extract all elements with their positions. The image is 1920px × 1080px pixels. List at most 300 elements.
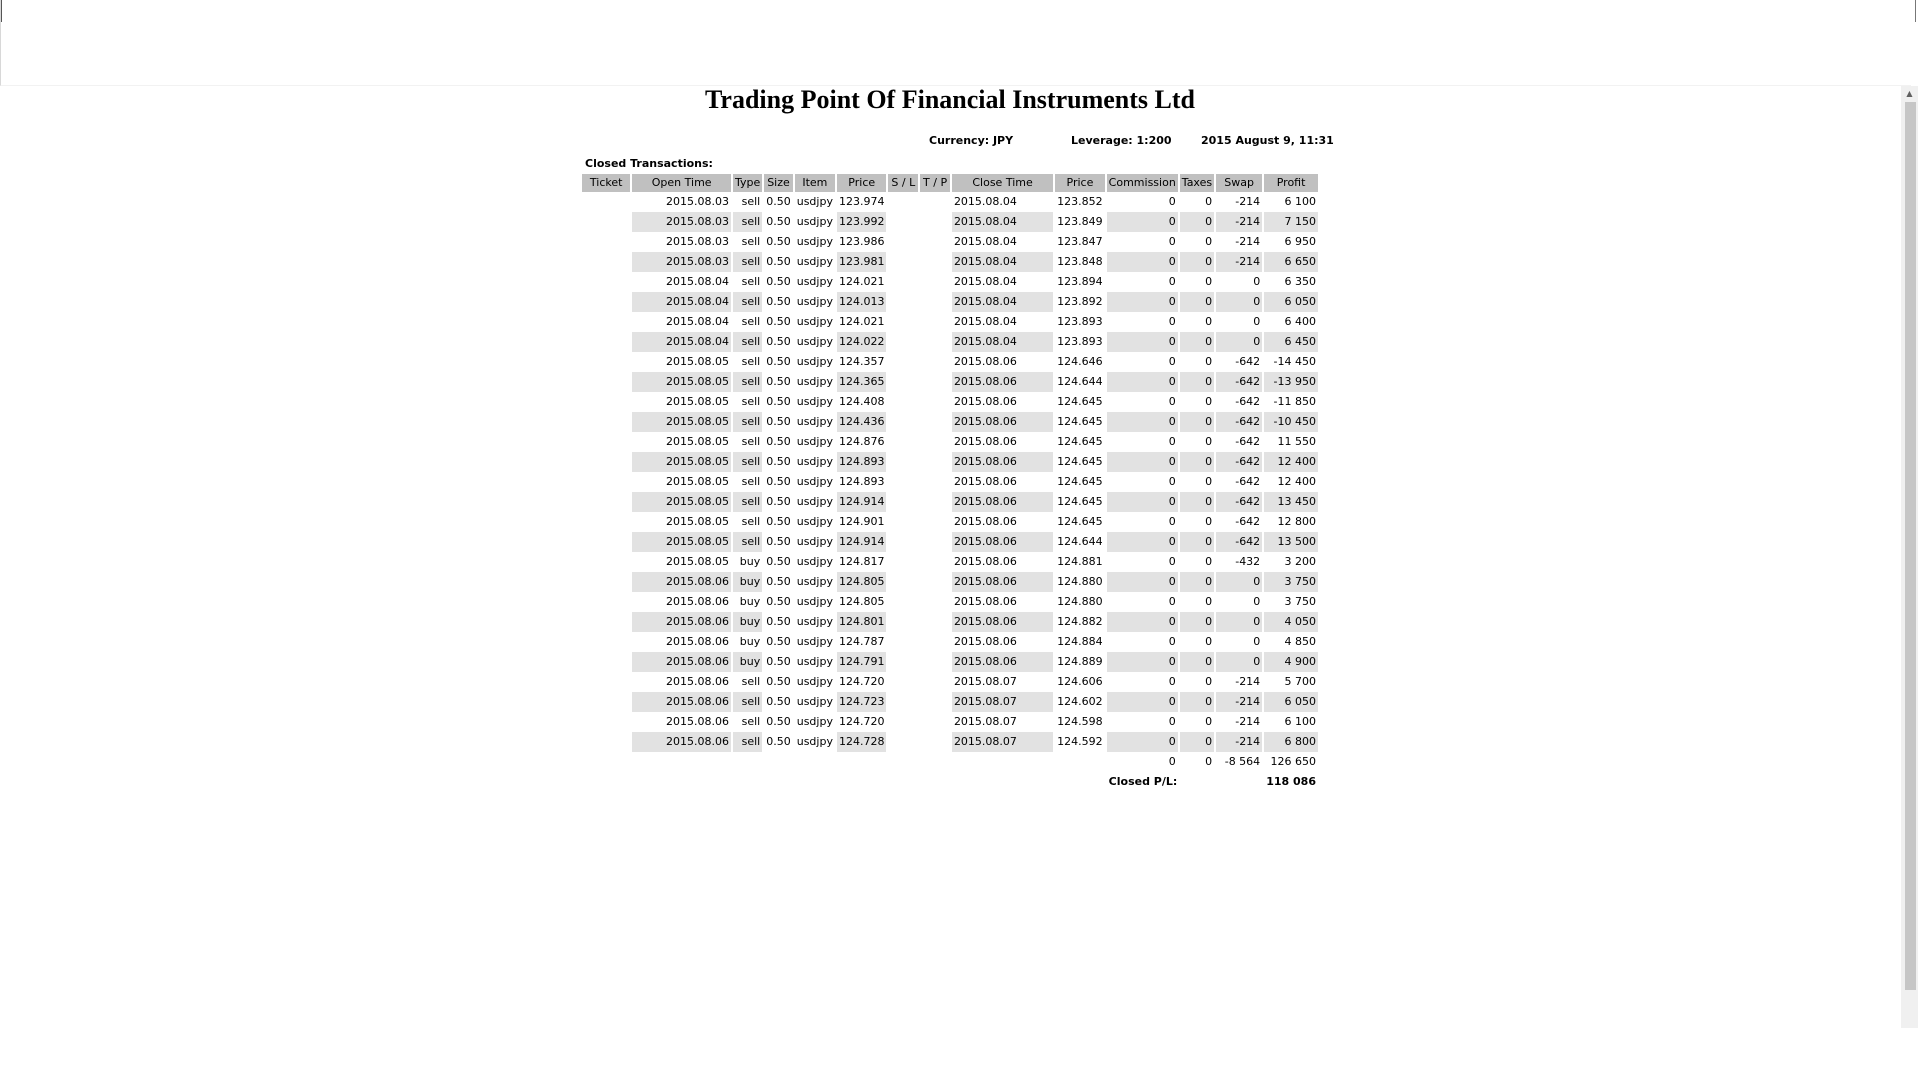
cell-tp: [920, 592, 950, 612]
cell-taxes: 0: [1205, 475, 1213, 488]
cell-item: usdjpy: [796, 715, 833, 728]
cell-sl: [888, 572, 918, 592]
cell-open-time: 2015.08.05: [632, 412, 731, 432]
cell-item: usdjpy: [796, 375, 833, 388]
table-row: [582, 372, 1318, 392]
table-row: [582, 192, 1318, 212]
cell-price: 124.893: [838, 475, 885, 488]
cell-commission: 0: [1107, 492, 1178, 512]
cell-taxes: 0: [1180, 612, 1214, 632]
table-row: [582, 432, 1318, 452]
cell-profit: 6 050: [1264, 292, 1318, 312]
totals-spacer: [582, 752, 1105, 772]
cell-item: usdjpy: [796, 355, 833, 368]
cell-type: sell: [741, 355, 761, 368]
cell-close-time: 2015.08.04: [952, 252, 1053, 272]
cell-commission: 0: [1168, 475, 1176, 488]
cell-taxes: 0: [1205, 355, 1213, 368]
cell-commission: 0: [1107, 292, 1178, 312]
cell-type: sell: [733, 372, 762, 392]
cell-commission: 0: [1107, 612, 1178, 632]
cell-close-time: 2015.08.07: [952, 692, 1053, 712]
cell-item: usdjpy: [796, 455, 833, 468]
frame-edge: [1, 0, 2, 22]
cell-ticket: [582, 652, 630, 672]
cell-taxes: 0: [1180, 252, 1214, 272]
cell-price: 124.805: [837, 572, 887, 592]
cell-commission: 0: [1107, 212, 1178, 232]
pl-gap: [1216, 772, 1262, 792]
col-sl: S / L: [888, 174, 918, 192]
cell-profit: -14 450: [1273, 355, 1316, 368]
cell-type: sell: [741, 675, 761, 688]
cell-swap: 0: [1216, 612, 1262, 632]
cell-taxes: 0: [1180, 212, 1214, 232]
cell-profit: -10 450: [1264, 412, 1318, 432]
cell-profit: -13 950: [1264, 372, 1318, 392]
cell-swap: -214: [1235, 675, 1261, 688]
cell-tp: [920, 732, 950, 752]
cell-commission: 0: [1168, 395, 1176, 408]
cell-swap: 0: [1253, 635, 1261, 648]
cell-close-price: 124.598: [1057, 715, 1103, 728]
cell-price: 124.720: [838, 715, 885, 728]
cell-close-price: 124.644: [1057, 535, 1103, 548]
currency-label: Currency: JPY: [929, 134, 1014, 147]
cell-size: 0.50: [766, 375, 791, 388]
cell-price: 124.801: [837, 612, 887, 632]
cell-item: usdjpy: [796, 675, 833, 688]
cell-close-price: 123.847: [1057, 235, 1103, 248]
cell-tp: [920, 232, 950, 252]
cell-item: usdjpy: [796, 635, 833, 648]
cell-size: 0.50: [766, 695, 791, 708]
cell-taxes: 0: [1205, 555, 1213, 568]
cell-tp: [920, 612, 950, 632]
cell-tp: [920, 412, 950, 432]
cell-commission: 0: [1107, 332, 1178, 352]
cell-open-time: 2015.08.06: [665, 595, 729, 608]
cell-profit: 6 950: [1284, 235, 1316, 248]
cell-sl: [888, 532, 918, 552]
cell-sl: [888, 432, 918, 452]
cell-close-time: 2015.08.06: [953, 475, 1017, 488]
table-header-row: [582, 174, 1318, 192]
cell-swap: -642: [1235, 515, 1261, 528]
cell-item: usdjpy: [796, 335, 833, 348]
cell-sl: [888, 512, 918, 532]
cell-swap: -214: [1216, 692, 1262, 712]
cell-item: usdjpy: [796, 435, 833, 448]
cell-commission: 0: [1168, 355, 1176, 368]
section-title: Closed Transactions:: [585, 157, 713, 170]
cell-price: 124.817: [838, 555, 885, 568]
cell-ticket: [582, 232, 630, 252]
cell-close-price: 124.645: [1057, 395, 1103, 408]
cell-close-price: 123.893: [1057, 335, 1103, 348]
table-row: [582, 212, 1318, 232]
cell-open-time: 2015.08.04: [665, 315, 729, 328]
cell-profit: 4 850: [1284, 635, 1316, 648]
browser-top-frame: [0, 0, 1911, 86]
cell-sl: [888, 612, 918, 632]
cell-price: 123.992: [837, 212, 887, 232]
cell-close-price: 124.645: [1057, 515, 1103, 528]
cell-type: sell: [741, 275, 761, 288]
cell-type: sell: [733, 332, 762, 352]
cell-ticket: [582, 292, 630, 312]
cell-ticket: [582, 432, 630, 452]
cell-tp: [920, 312, 950, 332]
cell-price: 124.901: [838, 515, 885, 528]
cell-price: 123.986: [838, 235, 885, 248]
cell-type: sell: [733, 532, 762, 552]
table-row: [582, 552, 1318, 572]
statement-report: [580, 78, 1334, 792]
cell-ticket: [582, 212, 630, 232]
cell-tp: [920, 272, 950, 292]
cell-sl: [888, 672, 918, 692]
cell-taxes: 0: [1205, 435, 1213, 448]
cell-swap: -642: [1216, 372, 1262, 392]
report-meta: [580, 134, 1334, 154]
cell-price: 123.981: [837, 252, 887, 272]
table-row: [582, 532, 1318, 552]
cell-type: sell: [741, 195, 761, 208]
col-price: Price: [837, 174, 887, 192]
cell-profit: 12 400: [1277, 475, 1316, 488]
cell-tp: [920, 532, 950, 552]
cell-close-time: 2015.08.06: [952, 532, 1053, 552]
closed-pl-label: Closed P/L:: [1108, 775, 1178, 788]
cell-close-time: 2015.08.06: [952, 652, 1053, 672]
leverage-label: Leverage: 1:200: [1071, 134, 1172, 147]
cell-sl: [888, 732, 918, 752]
cell-price: 124.805: [838, 595, 885, 608]
cell-open-time: 2015.08.03: [632, 252, 731, 272]
cell-close-time: 2015.08.06: [953, 515, 1017, 528]
cell-open-time: 2015.08.05: [632, 492, 731, 512]
cell-ticket: [582, 732, 630, 752]
cell-size: 0.50: [766, 395, 791, 408]
cell-sl: [888, 392, 918, 412]
cell-open-time: 2015.08.06: [665, 635, 729, 648]
scrollbar-thumb[interactable]: [1905, 102, 1916, 990]
cell-swap: -642: [1216, 452, 1262, 472]
cell-type: buy: [733, 652, 762, 672]
cell-profit: 7 150: [1264, 212, 1318, 232]
cell-swap: -214: [1216, 252, 1262, 272]
cell-swap: -214: [1235, 195, 1261, 208]
table-row: [582, 252, 1318, 272]
cell-profit: 6 400: [1284, 315, 1316, 328]
total-taxes: 0: [1205, 755, 1213, 768]
cell-tp: [920, 292, 950, 312]
cell-size: 0.50: [766, 315, 791, 328]
cell-profit: 3 750: [1264, 572, 1318, 592]
cell-close-price: 123.892: [1057, 295, 1103, 308]
cell-type: sell: [733, 452, 762, 472]
cell-close-time: 2015.08.04: [952, 212, 1053, 232]
cell-open-time: 2015.08.05: [665, 355, 729, 368]
table-body: [582, 192, 1318, 752]
cell-close-time: 2015.08.07: [952, 732, 1053, 752]
table-row: [582, 292, 1318, 312]
cell-open-time: 2015.08.05: [632, 372, 731, 392]
cell-ticket: [582, 592, 630, 612]
cell-ticket: [582, 312, 630, 332]
cell-close-price: 124.884: [1057, 635, 1103, 648]
cell-type: sell: [733, 492, 762, 512]
cell-size: 0.50: [766, 575, 791, 588]
cell-type: buy: [739, 595, 761, 608]
cell-type: buy: [733, 572, 762, 592]
cell-sl: [888, 632, 918, 652]
cell-tp: [920, 472, 950, 492]
cell-profit: 12 800: [1277, 515, 1316, 528]
col-size: Size: [764, 174, 793, 192]
total-swap: -8 564: [1224, 755, 1261, 768]
cell-tp: [920, 552, 950, 572]
cell-open-time: 2015.08.03: [665, 235, 729, 248]
cell-price: 124.021: [838, 315, 885, 328]
cell-tp: [920, 332, 950, 352]
cell-swap: -214: [1235, 235, 1261, 248]
cell-item: usdjpy: [796, 555, 833, 568]
cell-sl: [888, 472, 918, 492]
cell-size: 0.50: [766, 675, 791, 688]
cell-open-time: 2015.08.06: [632, 612, 731, 632]
cell-type: sell: [741, 235, 761, 248]
cell-taxes: 0: [1180, 292, 1214, 312]
cell-sl: [888, 292, 918, 312]
cell-sl: [888, 192, 918, 212]
cell-profit: 11 550: [1277, 435, 1316, 448]
cell-sl: [888, 592, 918, 612]
cell-open-time: 2015.08.06: [632, 732, 731, 752]
cell-profit: 5 700: [1284, 675, 1316, 688]
cell-size: 0.50: [766, 235, 791, 248]
cell-close-time: 2015.08.06: [952, 452, 1053, 472]
cell-close-time: 2015.08.06: [953, 355, 1017, 368]
cell-close-time: 2015.08.06: [952, 372, 1053, 392]
cell-close-time: 2015.08.06: [953, 595, 1017, 608]
cell-open-time: 2015.08.06: [665, 675, 729, 688]
cell-item: usdjpy: [796, 495, 833, 508]
cell-item: usdjpy: [796, 655, 833, 668]
cell-size: 0.50: [766, 295, 791, 308]
cell-swap: -642: [1216, 492, 1262, 512]
cell-ticket: [582, 192, 630, 212]
cell-open-time: 2015.08.03: [665, 195, 729, 208]
cell-size: 0.50: [766, 615, 791, 628]
cell-close-time: 2015.08.04: [953, 195, 1017, 208]
cell-open-time: 2015.08.05: [632, 532, 731, 552]
cell-type: sell: [741, 395, 761, 408]
cell-price: 123.974: [838, 195, 885, 208]
cell-commission: 0: [1168, 515, 1176, 528]
cell-close-time: 2015.08.06: [952, 492, 1053, 512]
cell-price: 124.791: [837, 652, 887, 672]
cell-profit: 4 050: [1264, 612, 1318, 632]
cell-size: 0.50: [766, 215, 791, 228]
cell-tp: [920, 452, 950, 472]
col-tp: T / P: [920, 174, 950, 192]
cell-swap: -642: [1216, 412, 1262, 432]
table-row: [582, 512, 1318, 532]
cell-sl: [888, 252, 918, 272]
cell-taxes: 0: [1205, 515, 1213, 528]
cell-close-price: 124.644: [1057, 375, 1103, 388]
cell-commission: 0: [1107, 412, 1178, 432]
cell-type: sell: [741, 715, 761, 728]
cell-commission: 0: [1168, 435, 1176, 448]
cell-swap: 0: [1216, 332, 1262, 352]
table-row: [582, 732, 1318, 752]
table-row: [582, 452, 1318, 472]
cell-item: usdjpy: [796, 415, 833, 428]
table-row: [582, 672, 1318, 692]
cell-type: buy: [739, 555, 761, 568]
table-row: [582, 352, 1318, 372]
cell-item: usdjpy: [796, 215, 833, 228]
cell-taxes: 0: [1205, 395, 1213, 408]
table-row: [582, 272, 1318, 292]
pl-spacer: [582, 772, 1105, 792]
total-profit: 126 650: [1270, 755, 1316, 768]
col-open-time: Open Time: [632, 174, 731, 192]
cell-ticket: [582, 412, 630, 432]
cell-ticket: [582, 252, 630, 272]
cell-tp: [920, 392, 950, 412]
cell-size: 0.50: [766, 415, 791, 428]
cell-swap: -642: [1216, 532, 1262, 552]
cell-commission: 0: [1168, 235, 1176, 248]
cell-ticket: [582, 352, 630, 372]
cell-profit: 6 100: [1284, 195, 1316, 208]
cell-swap: 0: [1253, 275, 1261, 288]
cell-commission: 0: [1168, 595, 1176, 608]
cell-close-time: 2015.08.04: [952, 332, 1053, 352]
cell-close-price: 124.606: [1057, 675, 1103, 688]
cell-open-time: 2015.08.05: [665, 475, 729, 488]
cell-item: usdjpy: [796, 195, 833, 208]
cell-commission: 0: [1107, 532, 1178, 552]
cell-profit: 3 200: [1284, 555, 1316, 568]
cell-tp: [920, 672, 950, 692]
cell-size: 0.50: [766, 715, 791, 728]
cell-close-price: 123.852: [1057, 195, 1103, 208]
cell-sl: [888, 312, 918, 332]
cell-open-time: 2015.08.04: [665, 275, 729, 288]
cell-size: 0.50: [766, 455, 791, 468]
cell-open-time: 2015.08.03: [632, 212, 731, 232]
cell-close-time: 2015.08.06: [953, 555, 1017, 568]
cell-taxes: 0: [1180, 532, 1214, 552]
cell-sl: [888, 652, 918, 672]
cell-swap: -642: [1235, 355, 1261, 368]
cell-taxes: 0: [1180, 572, 1214, 592]
cell-tp: [920, 712, 950, 732]
closed-transactions-table: [580, 174, 1320, 792]
cell-tp: [920, 212, 950, 232]
col-type: Type: [733, 174, 762, 192]
cell-swap: -214: [1235, 715, 1261, 728]
cell-item: usdjpy: [796, 595, 833, 608]
cell-size: 0.50: [766, 635, 791, 648]
cell-taxes: 0: [1180, 692, 1214, 712]
cell-profit: 4 900: [1264, 652, 1318, 672]
cell-taxes: 0: [1180, 732, 1214, 752]
col-swap: Swap: [1216, 174, 1262, 192]
cell-open-time: 2015.08.06: [632, 652, 731, 672]
cell-type: sell: [733, 212, 762, 232]
cell-commission: 0: [1107, 452, 1178, 472]
cell-open-time: 2015.08.06: [632, 572, 731, 592]
cell-close-price: 124.645: [1057, 475, 1103, 488]
cell-price: 124.787: [838, 635, 885, 648]
cell-taxes: 0: [1205, 595, 1213, 608]
cell-ticket: [582, 272, 630, 292]
cell-profit: 13 450: [1264, 492, 1318, 512]
cell-type: sell: [733, 412, 762, 432]
table-row: [582, 592, 1318, 612]
col-commission: Commission: [1107, 174, 1178, 192]
cell-type: sell: [733, 292, 762, 312]
cell-profit: 6 100: [1284, 715, 1316, 728]
cell-item: usdjpy: [796, 475, 833, 488]
total-commission: 0: [1168, 755, 1176, 768]
cell-open-time: 2015.08.05: [632, 452, 731, 472]
cell-close-price: 124.645: [1057, 495, 1103, 508]
cell-taxes: 0: [1180, 492, 1214, 512]
cell-close-price: 124.646: [1057, 355, 1103, 368]
cell-close-price: 123.894: [1057, 275, 1103, 288]
cell-type: sell: [741, 315, 761, 328]
cell-commission: 0: [1107, 252, 1178, 272]
cell-commission: 0: [1168, 315, 1176, 328]
col-close-price: Price: [1055, 174, 1105, 192]
cell-tp: [920, 492, 950, 512]
cell-sl: [888, 492, 918, 512]
cell-tp: [920, 252, 950, 272]
cell-close-price: 123.849: [1057, 215, 1103, 228]
cell-sl: [888, 552, 918, 572]
cell-type: sell: [733, 692, 762, 712]
cell-close-time: 2015.08.06: [952, 612, 1053, 632]
cell-sl: [888, 352, 918, 372]
cell-size: 0.50: [766, 535, 791, 548]
cell-close-time: 2015.08.07: [953, 675, 1017, 688]
cell-tp: [920, 352, 950, 372]
cell-size: 0.50: [766, 435, 791, 448]
cell-price: 124.021: [838, 275, 885, 288]
cell-close-time: 2015.08.07: [953, 715, 1017, 728]
table-row: [582, 312, 1318, 332]
cell-item: usdjpy: [796, 315, 833, 328]
scroll-up-arrow-icon[interactable]: ▲: [1906, 89, 1913, 98]
cell-price: 124.436: [837, 412, 887, 432]
cell-type: sell: [733, 252, 762, 272]
cell-open-time: 2015.08.05: [665, 555, 729, 568]
cell-close-time: 2015.08.06: [952, 572, 1053, 592]
cell-sl: [888, 272, 918, 292]
cell-item: usdjpy: [796, 515, 833, 528]
cell-size: 0.50: [766, 495, 791, 508]
cell-close-price: 124.645: [1057, 455, 1103, 468]
cell-size: 0.50: [766, 515, 791, 528]
cell-sl: [888, 372, 918, 392]
